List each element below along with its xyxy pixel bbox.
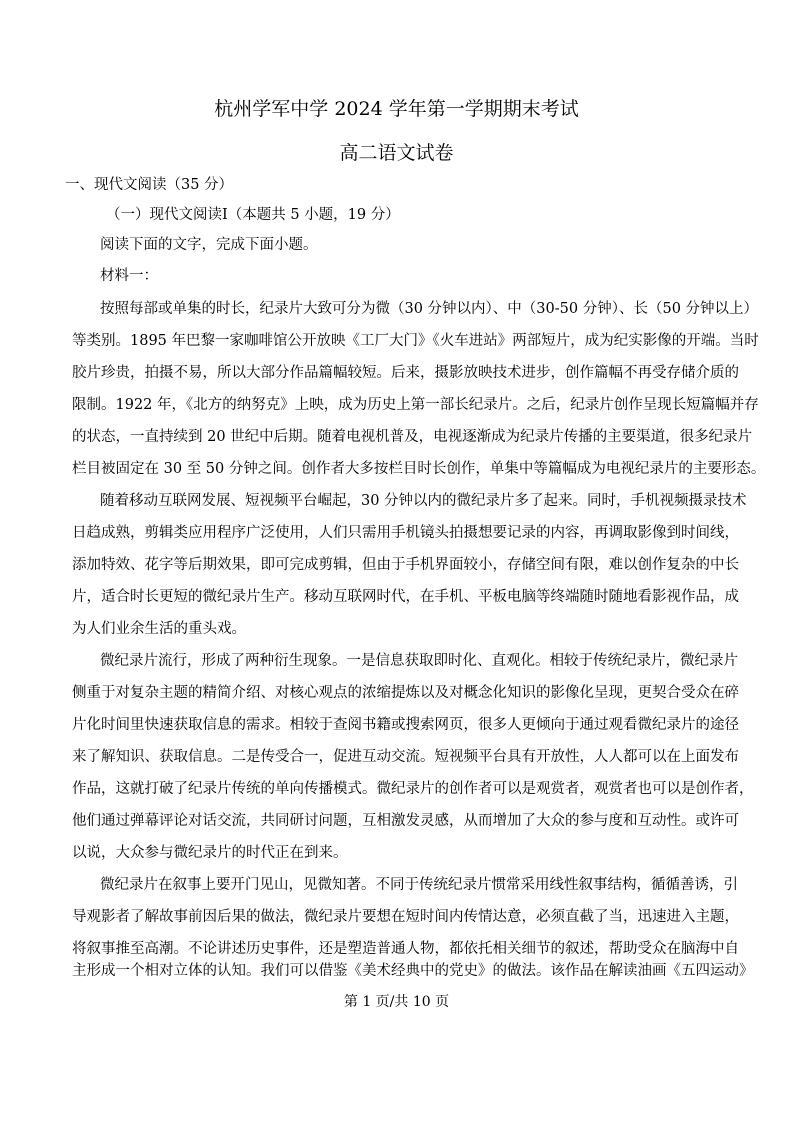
paragraph-line: 随着移动互联网发展、短视频平台崛起，30 分钟以内的微纪录片多了起来。同时，手机视频摄录技术 <box>100 493 747 509</box>
paragraph-line: 片化时间里快速获取信息的需求。相较于查阅书籍或搜索网页，很多人更倾向于通过观看微纪录片的途径 <box>72 717 739 733</box>
paragraph-line: 为人们业余生活的重头戏。 <box>72 621 246 637</box>
paragraph-line: 侧重于对复杂主题的精简介绍、对核心观点的浓缩提炼以及对概念化知识的影像化呈现，更契合受众在碎 <box>72 685 739 701</box>
exam-subtitle: 高二语文试卷 <box>339 142 454 164</box>
paragraph-line: 添加特效、花字等后期效果，即可完成剪辑，但由于手机界面较小，存储空间有限，难以创作复杂的中长 <box>72 557 739 573</box>
paragraph-line: 的状态，一直持续到 20 世纪中后期。随着电视机普及，电视逐渐成为纪录片传播的主要渠道，很多纪录片 <box>72 429 753 445</box>
subsection-heading: （一）现代文阅读Ⅰ（本题共 5 小题，19 分） <box>106 207 400 223</box>
paragraph-line: 微纪录片在叙事上要开门见山，见微知著。不同于传统纪录片惯常采用线性叙事结构，循循善诱，引 <box>100 877 738 893</box>
paragraph-line: 胶片珍贵，拍摄不易，所以大部分作品篇幅较短。后来，摄影放映技术进步，创作篇幅不再受存储介质的 <box>72 365 739 381</box>
paragraph-line: 日趋成熟，剪辑类应用程序广泛使用，人们只需用手机镜头拍摄想要记录的内容，再调取影像到时间线， <box>72 525 739 541</box>
paragraph-line: 作品，这就打破了纪录片传统的单向传播模式。微纪录片的创作者可以是观赏者，观赏者也可以是创作者， <box>72 781 754 797</box>
paragraph-line: 微纪录片流行，形成了两种衍生现象。一是信息获取即时化、直观化。相较于传统纪录片，微纪录片 <box>100 653 738 669</box>
paragraph-line: 导观影者了解故事前因后果的做法，微纪录片要想在短时间内传情达意，必须直截了当，迅速进入主题， <box>72 909 739 925</box>
paragraph-line: 他们通过弹幕评论对话交流，共同研讨问题，互相激发灵感，从而增加了大众的参与度和互动性。或许可 <box>72 813 739 829</box>
paragraph-line: 栏目被固定在 30 至 50 分钟之间。创作者大多按栏目时长创作，单集中等篇幅成为电视纪录片的主要形态。 <box>72 461 766 477</box>
paragraph-line: 等类别。1895 年巴黎一家咖啡馆公开放映《工厂大门》《火车进站》两部短片，成为纪实影像的开端。当时 <box>72 333 759 349</box>
paragraph-line: 按照每部或单集的时长，纪录片大致可分为微（30 分钟以内）、中（30-50 分钟）、长（50 分钟以上） <box>100 301 759 317</box>
paragraph-line: 将叙事推至高潮。不论讲述历史事件，还是塑造普通人物，都依托相关细节的叙述，帮助受众在脑海中自 <box>72 941 739 957</box>
reading-instruction: 阅读下面的文字，完成下面小题。 <box>100 237 318 253</box>
material-label: 材料一： <box>100 268 158 284</box>
paragraph-line: 来了解知识、获取信息。二是传受合一，促进互动交流。短视频平台具有开放性，人人都可以在上面发布 <box>72 749 739 765</box>
paragraph-line: 以说，大众参与微纪录片的时代正在到来。 <box>72 845 348 861</box>
page-number: 第 1 页/共 10 页 <box>343 994 450 1010</box>
paragraph-line: 片，适合时长更短的微纪录片生产。移动互联网时代，在手机、平板电脑等终端随时随地看影视作品，成 <box>72 589 739 605</box>
exam-title: 杭州学军中学 2024 学年第一学期期末考试 <box>214 98 579 120</box>
paragraph-line: 主形成一个相对立体的认知。我们可以借鉴《美术经典中的党史》的做法。该作品在解读油画《五四运动》 <box>72 963 754 979</box>
section-heading: 一、现代文阅读（35 分） <box>65 177 234 193</box>
paragraph-line: 限制。1922 年，《北方的纳努克》上映，成为历史上第一部长纪录片。之后，纪录片创作呈现长短篇幅并存 <box>72 397 759 413</box>
